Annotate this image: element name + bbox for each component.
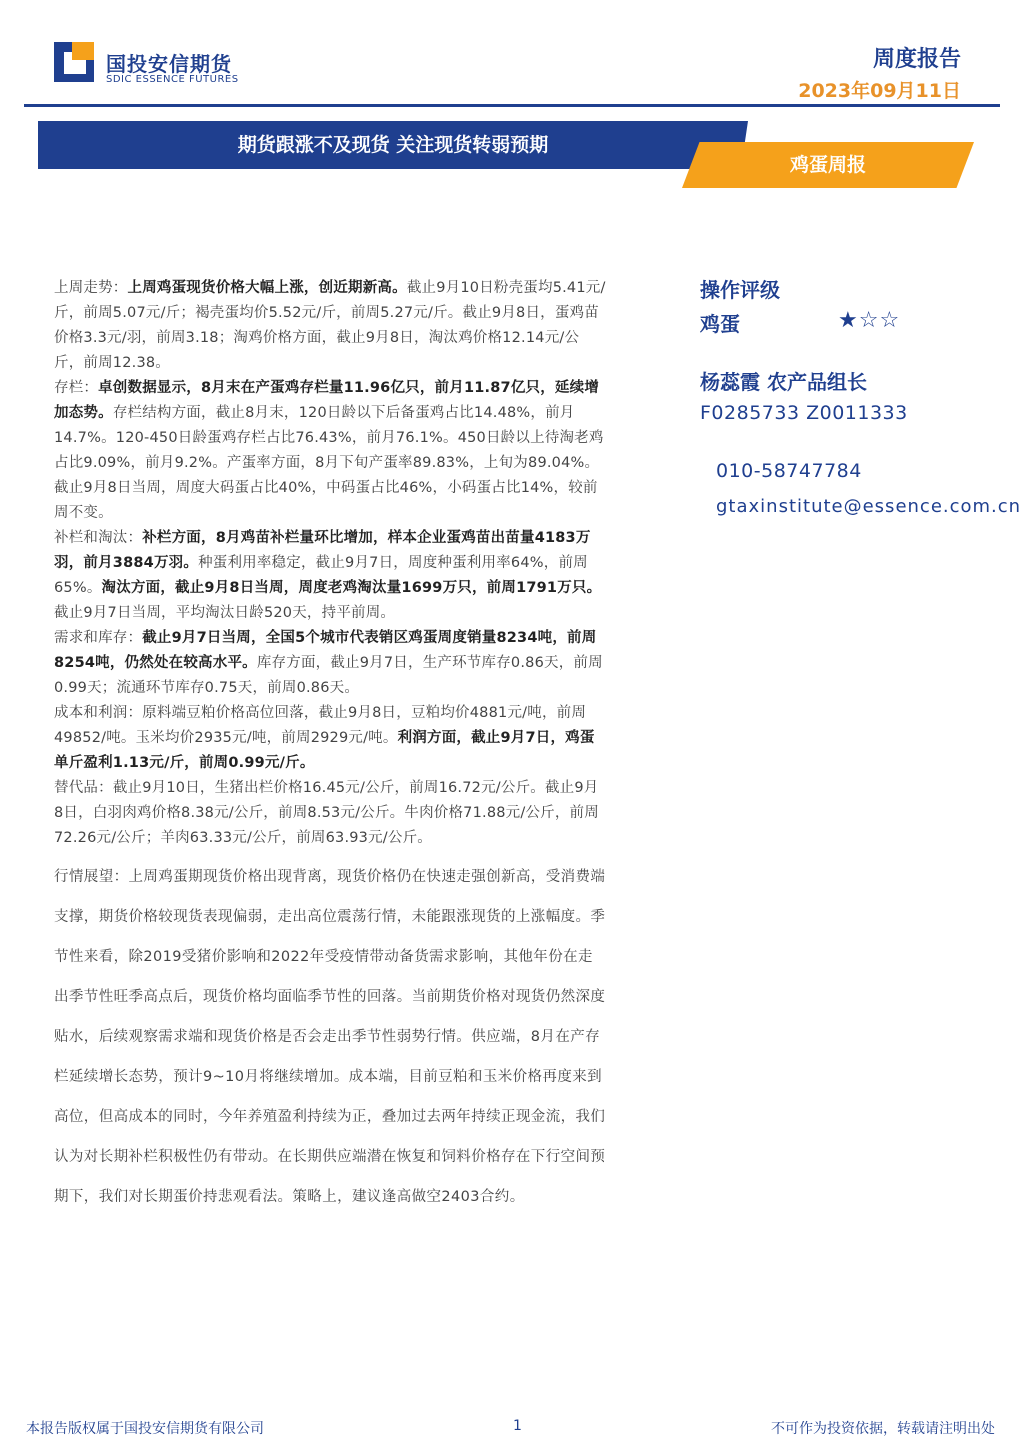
analyst-name: 杨蕊霞 农产品组长 [700,370,867,394]
report-type: 周度报告 [872,47,961,72]
brand-name: 国投安信期货 [106,52,232,76]
rating-title: 操作评级 [700,278,780,302]
analyst-email[interactable]: gtaxinstitute@essence.com.cn [716,496,1022,517]
section-demand: 需求和库存：截止9月7日当周，全国5个城市代表销区鸡蛋周度销量8234吨，前周8254吨，仍然处在较高水平。库存方面，截止9月7日，生产环节库存0.86天，前周0.99天；流通环节库存0.75天，前周0.86天。 [54,630,603,696]
section-substitute: 替代品：截止9月10日，生猪出栏价格16.45元/公斤，前周16.72元/公斤。截止9月8日，白羽肉鸡价格8.38元/公斤，前周8.53元/公斤。牛肉价格71.88元/公斤，前周72.26元/公斤；羊肉63.33元/公斤，前周63.93元/公斤。 [54,780,599,846]
logo [54,42,100,82]
report-title: 期货跟涨不及现货 关注现货转弱预期 [237,134,549,156]
footer-copyright: 本报告版权属于国投安信期货有限公司 [26,1421,264,1437]
main-content [54,276,606,1217]
header-divider [24,104,1000,107]
product-name: 鸡蛋 [700,312,740,336]
brand-name-en: SDIC ESSENCE FUTURES [106,74,239,85]
analyst-codes: F0285733 Z0011333 [700,402,908,424]
analyst-phone: 010-58747784 [716,460,862,482]
category-label: 鸡蛋周报 [789,154,866,176]
rating-stars: ★☆☆ [838,308,901,333]
page-number: 1 [513,1418,522,1434]
section-stock: 存栏：卓创数据显示，8月末在产蛋鸡存栏量11.96亿只，前月11.87亿只，延续增加态势。存栏结构方面，截止8月末，120日龄以下后备蛋鸡占比14.48%，前月14.7%。120-450日龄蛋鸡存栏占比76.43%，前月76.1%。450日龄以上待淘老鸡占比9.09%，前月9.2%。产蛋率方面，8月下旬产蛋率89.83%，上旬为89.04%。截止9月8日当周，周度大码蛋占比40%，中码蛋占比46%，小码蛋占比14%，较前周不变。 [54,380,604,521]
section-cost: 成本和利润：原料端豆粕价格高位回落，截止9月8日，豆粕均价4881元/吨，前周49852/吨。玉米均价2935元/吨，前周2929元/吨。利润方面，截止9月7日，鸡蛋单斤盈利1.13元/斤，前周0.99元/斤。 [54,705,595,771]
section-trend: 上周走势：上周鸡蛋现货价格大幅上涨，创近期新高。截止9月10日粉壳蛋均5.41元/斤，前周5.07元/斤；褐壳蛋均价5.52元/斤，前周5.27元/斤。截止9月8日，蛋鸡苗价格3.3元/羽，前周3.18；淘鸡价格方面，截止9月8日，淘汰鸡价格12.14元/公斤，前周12.38。 [54,280,606,371]
report-date: 2023年09月11日 [798,80,961,102]
footer-disclaimer: 不可作为投资依据，转载请注明出处 [771,1421,995,1437]
section-outlook: 行情展望：上周鸡蛋期现货价格出现背离，现货价格仍在快速走强创新高，受消费端支撑，期货价格较现货表现偏弱，走出高位震荡行情，未能跟涨现货的上涨幅度。季节性来看，除2019受猪价影响和2022年受疫情带动备货需求影响，其他年份在走出季节性旺季高点后，现货价格均面临季节性的回落。当前期货价格对现货仍然深度贴水，后续观察需求端和现货价格是否会走出季节性弱势行情。供应端，8月在产存栏延续增长态势，预计9~10月将继续增加。成本端，目前豆粕和玉米价格再度来到高位，但高成本的同时，今年养殖盈利持续为正，叠加过去两年持续正现金流，我们认为对长期补栏积极性仍有带动。在长期供应端潜在恢复和饲料价格存在下行空间预期下，我们对长期蛋价持悲观看法。策略上，建议逢高做空2403合约。 [54,869,606,1205]
section-replenish: 补栏和淘汰：补栏方面，8月鸡苗补栏量环比增加，样本企业蛋鸡苗出苗量4183万羽，前月3884万羽。种蛋利用率稳定，截止9月7日，周度种蛋利用率64%，前周65%。淘汰方面，截止9月8日当周，周度老鸡淘汰量1699万只，前周1791万只。截止9月7日当周，平均淘汰日龄520天，持平前周。 [54,530,602,621]
